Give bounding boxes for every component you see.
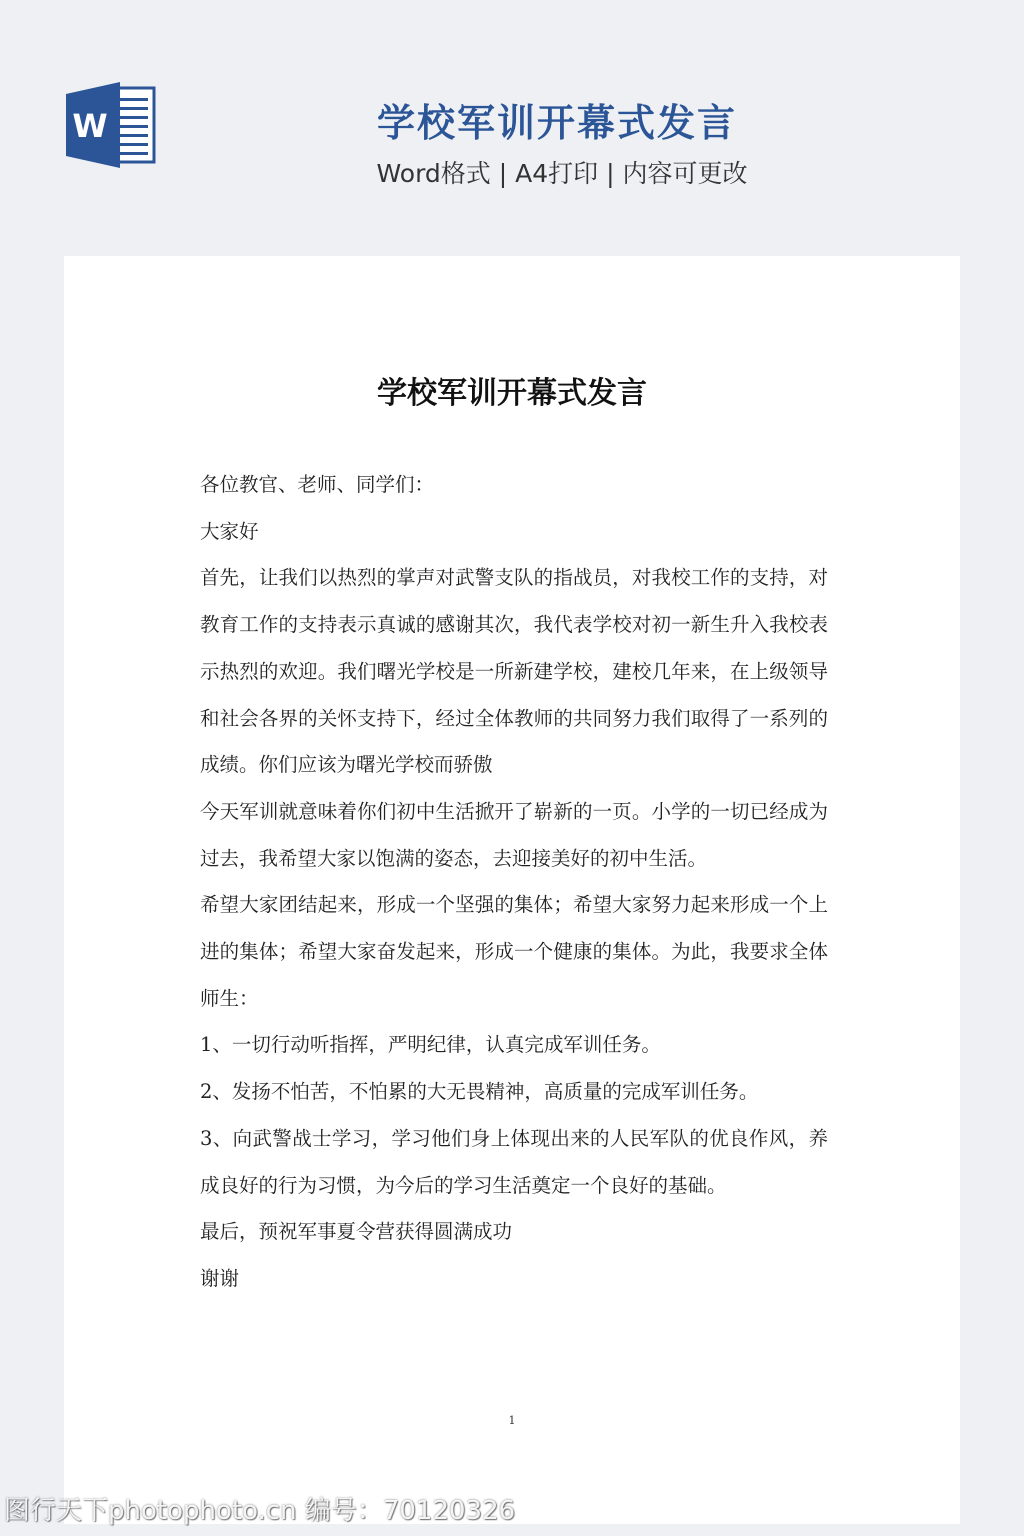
header: [0, 0, 1024, 256]
paragraph-greeting: 大家好: [200, 519, 259, 543]
document-page: [64, 256, 960, 1524]
page-number: 1: [508, 1414, 516, 1427]
paragraph-salutation: 各位教官、老师、同学们：: [200, 473, 435, 496]
header-title: 学校军训开幕式发言: [376, 101, 737, 145]
word-logo-letter: W: [72, 107, 108, 145]
document-body: [200, 462, 828, 1303]
list-item-3: 3、向武警战士学习，学习他们身上体现出来的人民军队的优良作风，养成良好的行为习惯，为今后的学习生活奠定一个良好的基础。: [200, 1126, 828, 1197]
paragraph-today: 今天军训就意味着你们初中生活掀开了崭新的一页。小学的一切已经成为过去，我希望大家以饱满的姿态，去迎接美好的初中生活。: [200, 799, 828, 870]
paragraph-hope: 希望大家团结起来，形成一个坚强的集体；希望大家努力起来形成一个上进的集体；希望大家奋发起来，形成一个健康的集体。为此，我要求全体师生：: [200, 893, 828, 1010]
watermark: 图行天下photophoto.cn 编号：70120326: [4, 1496, 516, 1526]
paragraph-thanks: 谢谢: [200, 1266, 240, 1290]
list-item-2: 2、发扬不怕苦，不怕累的大无畏精神，高质量的完成军训任务。: [200, 1080, 759, 1104]
header-subtitle: Word格式 | A4打印 | 内容可更改: [376, 159, 748, 188]
list-item-1: 1、一切行动听指挥，严明纪律，认真完成军训任务。: [200, 1033, 661, 1057]
paragraph-intro: 首先，让我们以热烈的掌声对武警支队的指战员，对我校工作的支持，对教育工作的支持表示真诚的感谢其次，我代表学校对初一新生升入我校表示热烈的欢迎。我们曙光学校是一所新建学校，建校几年来，在上级领导和社会各界的关怀支持下，经过全体教师的共同努力我们取得了一系列的成绩。你们应该为曙光学校而骄傲: [200, 566, 828, 777]
paragraph-closing: 最后，预祝军事夏令营获得圆满成功: [200, 1220, 513, 1244]
document-title: 学校军训开幕式发言: [377, 376, 647, 411]
